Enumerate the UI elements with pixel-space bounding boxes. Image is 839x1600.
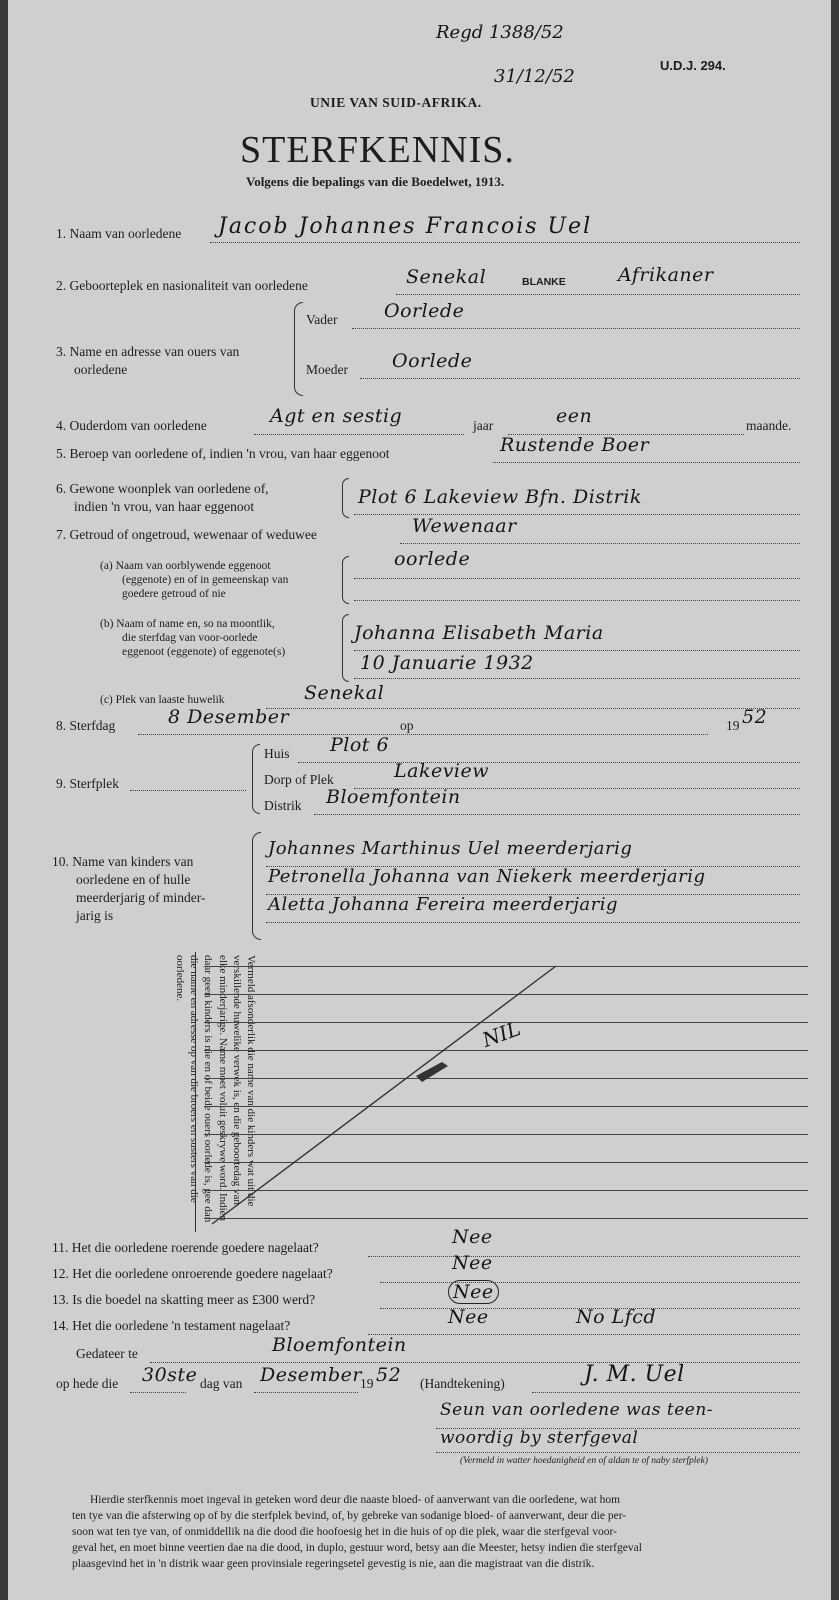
ophede-month: Desember — [260, 1364, 362, 1386]
field-12-label: 12. Het die oorledene onroerende goedere nagelaat? — [52, 1266, 333, 1281]
field-2-nationality: Afrikaner — [618, 264, 714, 286]
field-8-label: 8. Sterfdag — [56, 718, 116, 733]
field-7b-spouse-name: Johanna Elisabeth Maria — [354, 622, 604, 644]
field-5-value: Rustende Boer — [500, 434, 650, 456]
field-7b-label-3: eggenoot (eggenote) of eggenote(s) — [122, 646, 286, 658]
moeder-value: Oorlede — [392, 350, 473, 372]
field-8-year: 52 — [742, 706, 768, 728]
field-1-label: 1. Naam van oorledene — [56, 226, 182, 241]
field-8-value: 8 Desember — [168, 706, 290, 728]
field-14-extra: No Lfcd — [576, 1306, 657, 1328]
handtekening-label: (Handtekening) — [420, 1376, 505, 1391]
field-7b-label: (b) Naam of name en, so na moontlik, — [100, 618, 275, 630]
footer-line-4: geval het, en moet binne veertien dae na die dood, in duplo, gestuur word, betsy aan die Meester, hetsy indien die sterfgeval — [72, 1542, 642, 1554]
field-4-years: Agt en sestig — [270, 405, 403, 427]
field-14-value: Nee — [448, 1306, 489, 1328]
field-5-label: 5. Beroep van oorledene of, indien 'n vrou, van haar eggenoot — [56, 446, 390, 461]
field-4-label: 4. Ouderdom van oorledene — [56, 418, 207, 433]
field-8-op: op — [400, 718, 414, 733]
nil-mark: NIL — [479, 1016, 524, 1052]
field-7a-label-2: (eggenote) en of in gemeenskap van — [122, 574, 289, 586]
field-6-label-cont: indien 'n vrou, van haar eggenoot — [74, 499, 255, 514]
capacity-line-2: woordig by sterfgeval — [440, 1428, 639, 1448]
field-4-months: een — [556, 405, 593, 427]
field-3-label: 3. Name en adresse van ouers van — [56, 344, 240, 359]
capacity-line-1: Seun van oorledene was teen- — [440, 1400, 714, 1420]
field-10-label-2: oorledene en of hulle — [76, 872, 191, 887]
parents-brace — [294, 302, 303, 396]
field-1-value: Jacob Johannes Francois Uel — [218, 214, 593, 239]
ophede-day: 30ste — [142, 1364, 198, 1386]
ophede-label: op hede die — [56, 1376, 119, 1391]
ophede-year-prefix: 19 — [360, 1376, 374, 1391]
footer-line-1: Hierdie sterfkennis moet ingeval in geteken word deur die naaste bloed- of aanverwant van die oorledene, wat hom — [90, 1494, 621, 1506]
field-7c-value: Senekal — [304, 682, 385, 704]
field-13-value: Nee — [448, 1280, 499, 1304]
distrik-label: Distrik — [264, 798, 302, 813]
moeder-label: Moeder — [306, 362, 348, 377]
child-3: Aletta Johanna Fereira meerderjarig — [268, 894, 619, 915]
field-6-label: 6. Gewone woonplek van oorledene of, — [56, 481, 269, 496]
distrik-value: Bloemfontein — [326, 786, 461, 808]
footer-line-5: plaasgevind het in 'n distrik waar geen provinsiale regeringsetel gevestig is nie, aan die magistraat van die distrik. — [72, 1558, 595, 1570]
dag-van-label: dag van — [200, 1376, 243, 1391]
vader-label: Vader — [306, 312, 338, 327]
children-notes-area — [195, 952, 808, 1232]
field-6-value: Plot 6 Lakeview Bfn. Distrik — [358, 486, 642, 508]
children-instructions: Vermeld afsonderlik die name van die kinders wat uit die verskillende huwelike verwek is, en die geboortedag van elke minderjarige. Name moet voluit geskrywe word. Indien daar geen kinders is nie en of beide ouers oorlede is, gee dan die name en adresse op van die broers en susters van die oorledene. — [173, 955, 257, 1223]
field-3-label-cont: oorledene — [74, 362, 128, 377]
child-2: Petronella Johanna van Niekerk meerderjarig — [268, 866, 706, 887]
union-heading: UNIE VAN SUID-AFRIKA. — [310, 95, 482, 110]
dorp-label: Dorp of Plek — [264, 772, 334, 787]
field-2-value: Senekal — [406, 266, 487, 288]
dorp-value: Lakeview — [394, 760, 490, 782]
footer-line-2: ten tye van die afsterwing op of by die sterfplek bevind, of, by gebreke van sodanige bloed- of aanverwant, deur die per- — [72, 1510, 627, 1522]
field-2-stamp: BLANKE — [522, 276, 566, 288]
field-7b-label-2: die sterfdag van voor-oorlede — [122, 632, 258, 644]
field-14-label: 14. Het die oorledene 'n testament nagelaat? — [52, 1318, 291, 1333]
huis-label: Huis — [264, 746, 290, 761]
field-10-label-3: meerderjarig of minder- — [76, 890, 206, 905]
field-7a-label-3: goedere getroud of nie — [122, 588, 226, 600]
registration-note: Regd 1388/52 — [436, 22, 564, 43]
field-10-label: 10. Name van kinders van — [52, 854, 194, 869]
field-7a-value: oorlede — [394, 548, 471, 570]
ophede-year: 52 — [376, 1364, 402, 1386]
footer-line-3: soon wat ten tye van, of onmiddellik na die dood die hoofoesig het in die huis of op die plek, waar die sterfgeval voor- — [72, 1526, 617, 1538]
field-4-maande: maande. — [746, 418, 792, 433]
field-12-value: Nee — [452, 1252, 493, 1274]
form-title: STERFKENNIS. — [240, 129, 515, 171]
child-1: Johannes Marthinus Uel meerderjarig — [268, 838, 633, 859]
form-code: U.D.J. 294. — [660, 58, 726, 73]
capacity-hint: (Vermeld in watter hoedanigheid en of aldan te of naby sterfplek) — [460, 1456, 709, 1466]
field-7-value: Wewenaar — [412, 515, 517, 537]
field-11-label: 11. Het die oorledene roerende goedere nagelaat? — [52, 1240, 319, 1255]
field-11-value: Nee — [452, 1226, 493, 1248]
registration-date: 31/12/52 — [494, 66, 575, 87]
field-13-label: 13. Is die boedel na skatting meer as £300 werd? — [52, 1292, 316, 1307]
field-7c-label: (c) Plek van laaste huwelik — [100, 694, 225, 706]
form-subtitle: Volgens die bepalings van die Boedelwet, 1913. — [246, 174, 505, 189]
death-notice-form — [8, 0, 831, 1600]
field-7a-label: (a) Naam van oorblywende eggenoot — [100, 560, 271, 572]
field-4-jaar: jaar — [473, 418, 494, 433]
field-10-label-4: jarig is — [76, 908, 114, 923]
dated-place: Bloemfontein — [272, 1334, 407, 1356]
field-2-label: 2. Geboorteplek en nasionaliteit van oorledene — [56, 278, 308, 293]
nil-strike-line — [196, 952, 808, 1232]
vader-value: Oorlede — [384, 300, 465, 322]
field-7b-spouse-date: 10 Januarie 1932 — [360, 652, 534, 674]
field-8-year-prefix: 19 — [726, 718, 740, 733]
signature: J. M. Uel — [584, 1362, 685, 1387]
field-9-label: 9. Sterfplek — [56, 776, 119, 791]
field-7-label: 7. Getroud of ongetroud, wewenaar of weduwee — [56, 527, 317, 542]
huis-value: Plot 6 — [330, 734, 390, 756]
dated-label: Gedateer te — [76, 1346, 138, 1361]
